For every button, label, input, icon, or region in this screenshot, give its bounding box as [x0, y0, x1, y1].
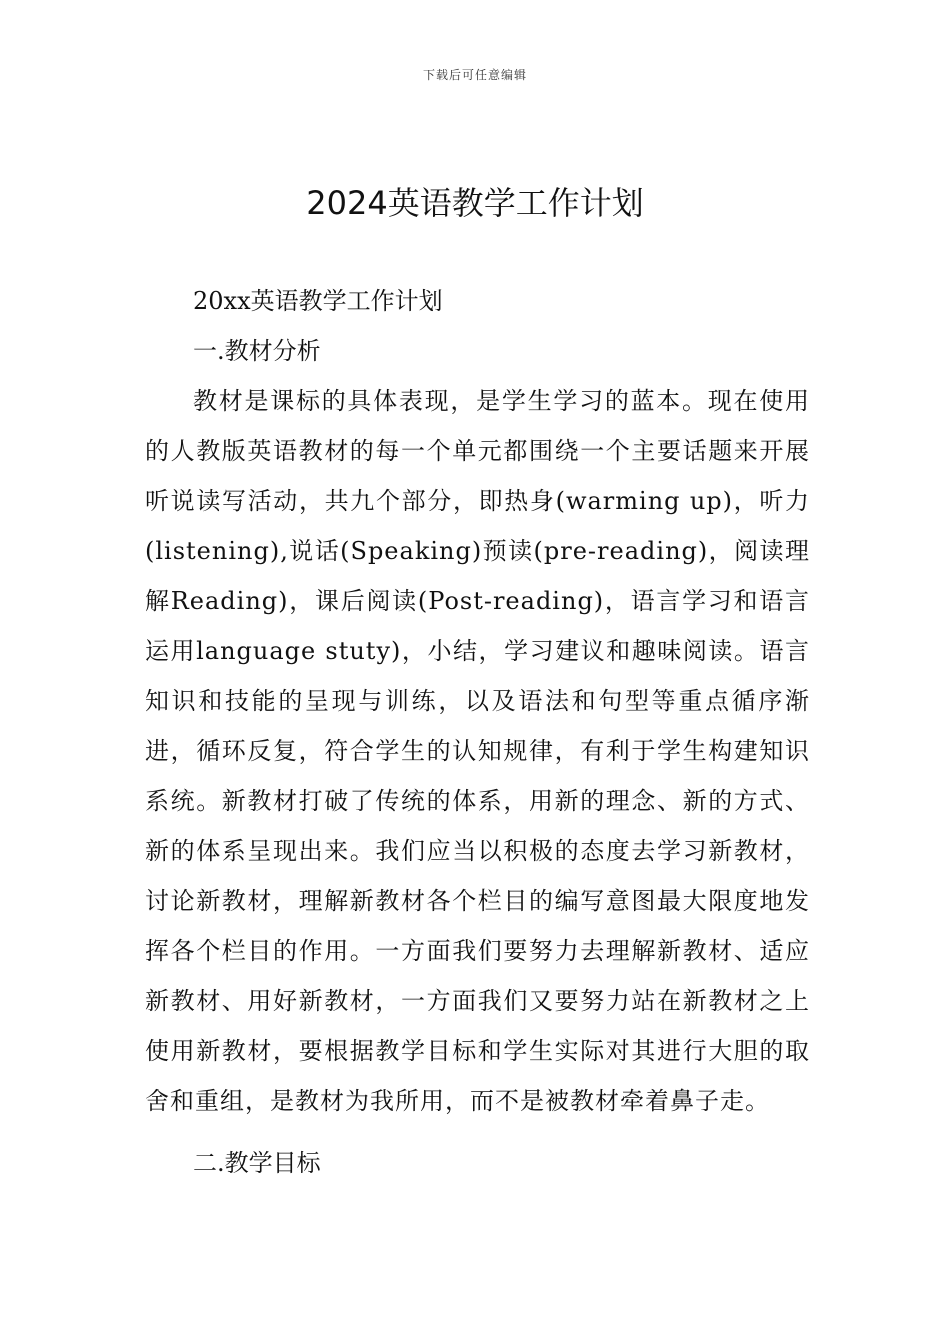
document-subtitle: 20xx英语教学工作计划: [193, 287, 443, 315]
section-heading-1: 一.教材分析: [193, 337, 321, 365]
document-title: 2024英语教学工作计划: [306, 184, 644, 222]
header-note: 下载后可任意编辑: [422, 68, 527, 82]
section-gap: [145, 1126, 810, 1138]
document-body: [145, 276, 810, 1188]
section-paragraph-1: 教材是课标的具体表现，是学生学习的蓝本。现在使用的人教版英语教材的每一个单元都围绕一个主要话题来开展听说读写活动，共九个部分，即热身(warming up)，听力(listening),说话(Speaking)预读(pre-reading)，阅读理解Reading)，课后阅读(Post-reading)，语言学习和语言运用language stuty)，小结，学习建议和趣味阅读。语言知识和技能的呈现与训练，以及语法和句型等重点循序渐进，循环反复，符合学生的认知规律，有利于学生构建知识系统。新教材打破了传统的体系，用新的理念、新的方式、新的体系呈现出来。我们应当以积极的态度去学习新教材，讨论新教材，理解新教材各个栏目的编写意图最大限度地发挥各个栏目的作用。一方面我们要努力去理解新教材、适应新教材、用好新教材，一方面我们又要努力站在新教材之上使用新教材，要根据教学目标和学生实际对其进行大胆的取舍和重组，是教材为我所用，而不是被教材牵着鼻子走。: [145, 387, 810, 1115]
section-heading-2: 二.教学目标: [193, 1149, 321, 1177]
